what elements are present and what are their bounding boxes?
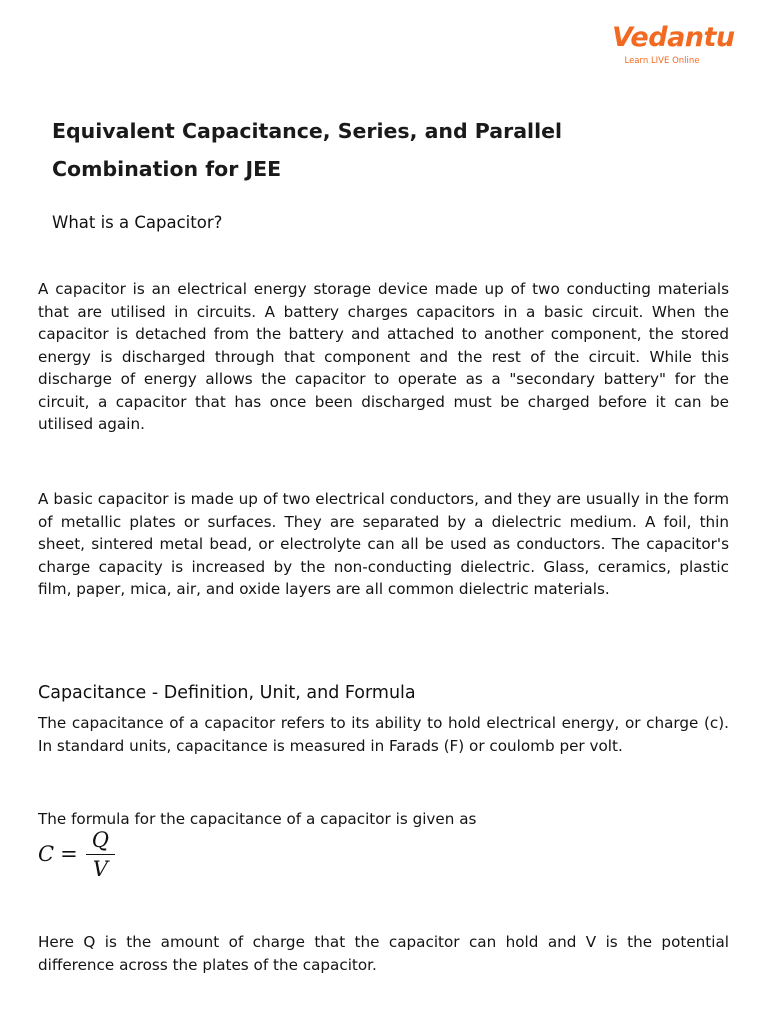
formula-denominator: V xyxy=(92,856,108,881)
paragraph-capacitance-definition: The capacitance of a capacitor refers to its ability to hold electrical energy, or charge (c). In standard units, capacitance is measured in Farads (F) or coulomb per volt. xyxy=(38,714,729,755)
document-title: Equivalent Capacitance, Series, and Parallel Combination for JEE xyxy=(52,119,563,181)
formula-numerator: Q xyxy=(86,828,115,855)
formula-fraction xyxy=(86,828,115,881)
paragraph-basic-capacitor: A basic capacitor is made up of two electrical conductors, and they are usually in the form of metallic plates or surfaces. They are separated by a dielectric medium. A foil, thin sheet, sintered metal bead, or electrolyte can all be used as conductors. The capacitor's charge capacity is increased by the non-conducting dielectric. Glass, ceramics, plastic film, paper, mica, air, and oxide layers are all common dielectric materials. xyxy=(38,490,729,598)
capacitance-formula xyxy=(38,826,115,882)
subtitle-what-is-capacitor: What is a Capacitor? xyxy=(52,213,223,232)
paragraph-capacitor-intro: A capacitor is an electrical energy storage device made up of two conducting materials that are utilised in circuits. A battery charges capacitors in a basic circuit. When the capacitor is detached from the battery and attached to another component, the stored energy is discharged through that component and the rest of the circuit. While this discharge of energy allows the capacitor to operate as a "secondary battery" for the circuit, a capacitor that has once been discharged must be charged before it can be utilised again. xyxy=(38,280,729,433)
section-heading-capacitance: Capacitance - Definition, Unit, and Formula xyxy=(38,683,416,703)
vedantu-logo xyxy=(612,22,735,66)
logo-wordmark: Vedantu xyxy=(612,22,735,53)
formula-intro-text: The formula for the capacitance of a capacitor is given as xyxy=(38,810,477,828)
formula-lhs: C xyxy=(38,842,55,866)
paragraph-formula-explanation: Here Q is the amount of charge that the capacitor can hold and V is the potential difference across the plates of the capacitor. xyxy=(38,933,729,974)
formula-equals: = xyxy=(60,842,78,866)
logo-tagline: Learn LIVE Online xyxy=(624,56,700,66)
